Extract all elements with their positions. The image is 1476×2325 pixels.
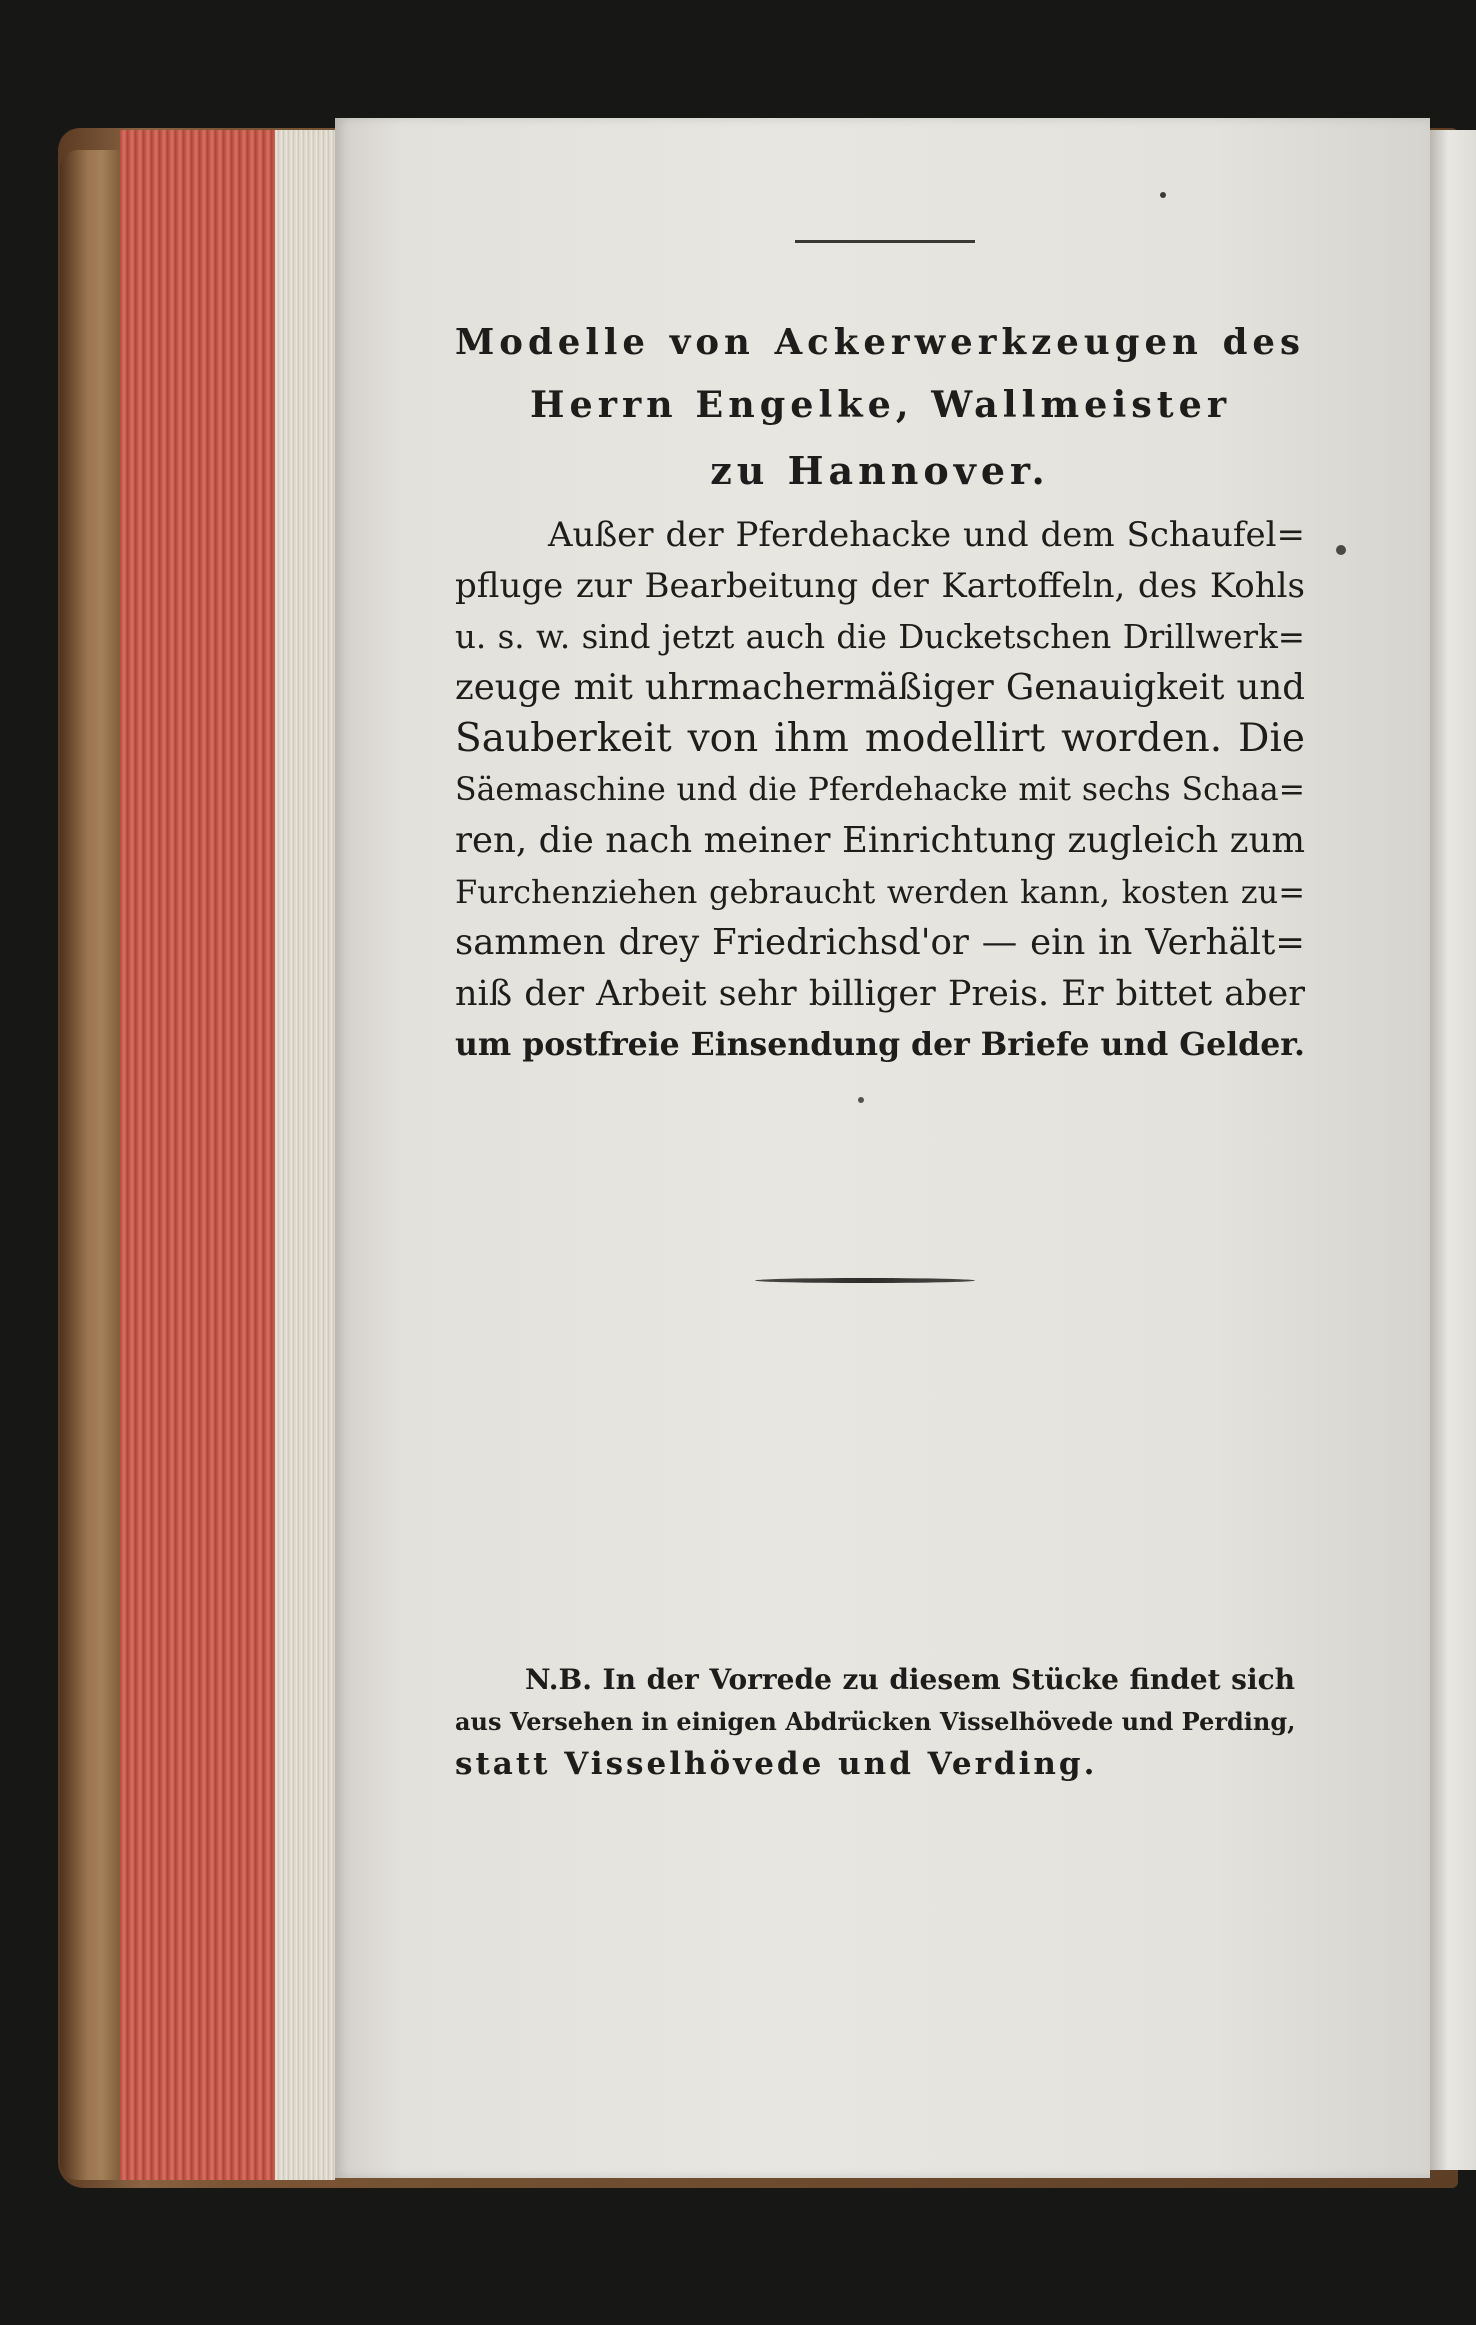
note-line: N.B. In der Vorrede zu diesem Stücke findet sich	[525, 1663, 1295, 1696]
ink-speck	[1336, 545, 1346, 555]
heading-line-3: zu Hannover.	[710, 448, 1050, 493]
paragraph-line: Außer der Pferdehacke und dem Schaufel=	[548, 515, 1305, 555]
note-line: aus Versehen in einigen Abdrücken Visselhövede und Perding,	[455, 1707, 1296, 1736]
paragraph-line: sammen drey Friedrichsd'or — ein in Verhält=	[455, 922, 1305, 963]
paragraph-line: ren, die nach meiner Einrichtung zugleich zum	[455, 820, 1305, 861]
next-page-edge	[1430, 130, 1476, 2170]
paragraph-line: Furchenziehen gebraucht werden kann, kosten zu=	[455, 873, 1305, 911]
paragraph-line: zeuge mit uhrmachermäßiger Genauigkeit und	[455, 667, 1305, 708]
page-edges	[120, 130, 335, 2180]
paragraph-line: u. s. w. sind jetzt auch die Ducketschen Drillwerk=	[455, 618, 1305, 656]
heading-line-1: Modelle von Ackerwerkzeugen des	[455, 322, 1305, 363]
paragraph-line: pfluge zur Bearbeitung der Kartoffeln, des Kohls	[455, 566, 1305, 606]
paragraph-line: Säemaschine und die Pferdehacke mit sechs Schaa=	[455, 772, 1305, 808]
book-page	[335, 118, 1430, 2178]
note-line: statt Visselhövede und Verding.	[455, 1746, 1098, 1782]
paragraph-line: Sauberkeit von ihm modellirt worden. Die	[455, 716, 1305, 761]
ink-speck	[858, 1097, 864, 1103]
paragraph-line: niß der Arbeit sehr billiger Preis. Er bittet aber	[455, 974, 1305, 1014]
heading-line-2: Herrn Engelke, Wallmeister	[530, 383, 1232, 426]
top-rule	[795, 240, 975, 243]
section-rule	[755, 1278, 975, 1283]
ink-speck	[1160, 192, 1166, 198]
paragraph-line: um postfreie Einsendung der Briefe und Gelder.	[455, 1026, 1305, 1063]
